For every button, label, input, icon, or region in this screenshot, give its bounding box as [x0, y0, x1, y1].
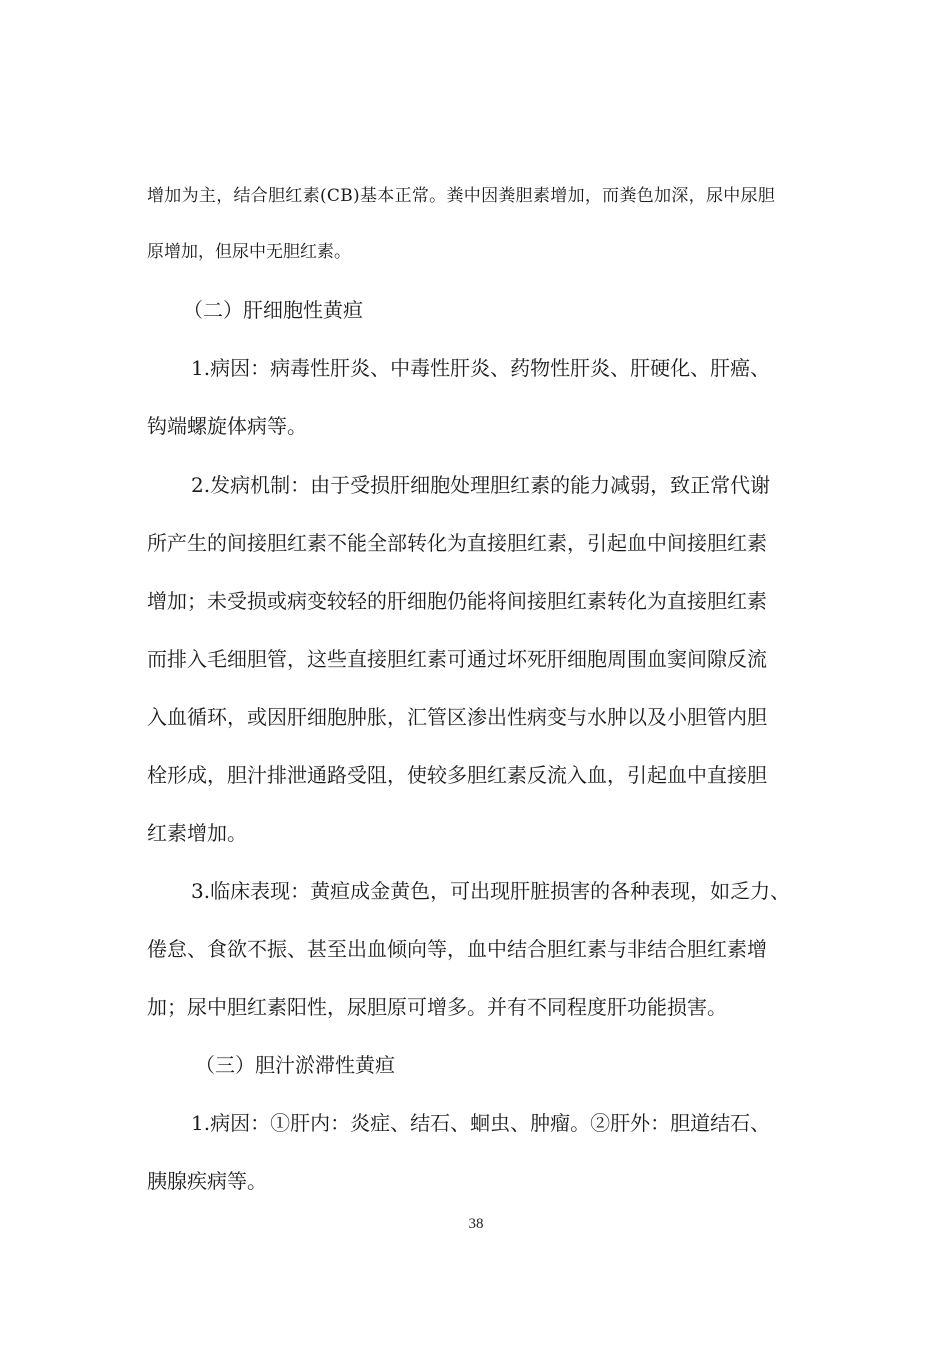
paragraph-line: 加；尿中胆红素阳性，尿胆原可增多。并有不同程度肝功能损害。: [147, 995, 727, 1019]
section-heading: （二）肝细胞性黄疸: [183, 298, 363, 322]
paragraph-line: 原增加，但尿中无胆红素。: [147, 242, 351, 262]
paragraph-line: 而排入毛细胆管，这些直接胆红素可通过坏死肝细胞周围血窦间隙反流: [147, 647, 767, 671]
paragraph-line: 倦怠、食欲不振、甚至出血倾向等，血中结合胆红素与非结合胆红素增: [147, 937, 767, 961]
paragraph-line: 栓形成，胆汁排泄通路受阻，使较多胆红素反流入血，引起血中直接胆: [147, 763, 767, 787]
section-heading: （三）胆汁淤滞性黄疸: [195, 1053, 395, 1077]
paragraph-line: 所产生的间接胆红素不能全部转化为直接胆红素，引起血中间接胆红素: [147, 531, 767, 555]
paragraph-line: 胰腺疾病等。: [147, 1169, 267, 1193]
paragraph-line: 2.发病机制：由于受损肝细胞处理胆红素的能力减弱，致正常代谢: [191, 473, 771, 497]
paragraph-line: 增加；未受损或病变较轻的肝细胞仍能将间接胆红素转化为直接胆红素: [147, 589, 767, 613]
paragraph-line: 红素增加。: [147, 821, 247, 845]
paragraph-line: 增加为主，结合胆红素(CB)基本正常。粪中因粪胆素增加，而粪色加深，尿中尿胆: [147, 186, 776, 206]
paragraph-line: 1.病因：病毒性肝炎、中毒性肝炎、药物性肝炎、肝硬化、肝癌、: [191, 356, 771, 380]
paragraph-line: 入血循环，或因肝细胞肿胀，汇管区渗出性病变与水肿以及小胆管内胆: [147, 705, 767, 729]
paragraph-line: 3.临床表现：黄疸成金黄色，可出现肝脏损害的各种表现，如乏力、: [191, 879, 791, 903]
paragraph-line: 1.病因：①肝内：炎症、结石、蛔虫、肿瘤。②肝外：胆道结石、: [191, 1111, 771, 1135]
paragraph-line: 钩端螺旋体病等。: [147, 414, 307, 438]
page-number: 38: [468, 1216, 484, 1232]
